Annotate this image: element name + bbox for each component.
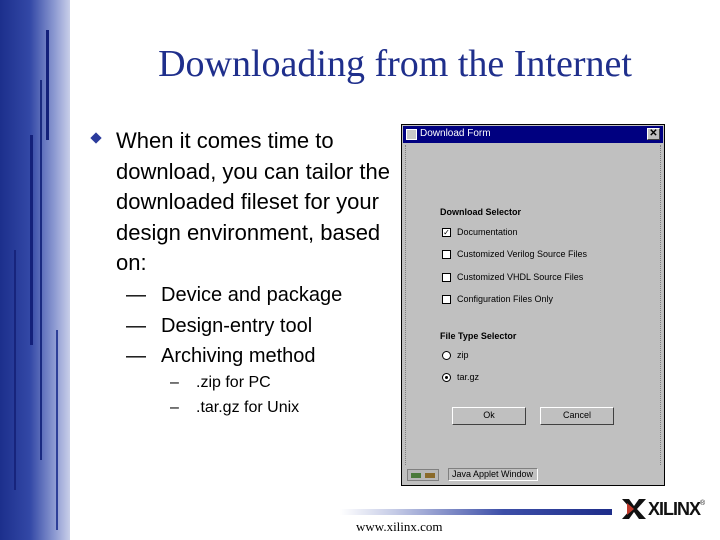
- main-bullet-text: When it comes time to download, you can tailor the downloaded fileset for your design environment, based on:: [116, 128, 390, 275]
- checkbox-label: Customized Verilog Source Files: [457, 249, 588, 259]
- download-selector-label: Download Selector: [440, 207, 522, 217]
- logo-wordmark: XILINX: [648, 499, 701, 519]
- app-icon: [406, 129, 417, 140]
- slide-title: Downloading from the Internet: [158, 43, 632, 85]
- download-form-window: [401, 124, 665, 486]
- dash-marker: —: [126, 345, 146, 367]
- checkbox-label: Customized VHDL Source Files: [457, 272, 584, 282]
- java-applet-icon: [407, 469, 439, 481]
- file-type-selector-label: File Type Selector: [440, 331, 517, 341]
- dash-marker: —: [126, 284, 146, 306]
- dash-marker: –: [170, 374, 179, 391]
- sub-item-text: Archiving method: [161, 345, 316, 367]
- checkbox-box[interactable]: [442, 295, 451, 304]
- band-line: [56, 330, 58, 530]
- ok-button[interactable]: Ok: [452, 407, 526, 425]
- sub-item-text: Design-entry tool: [161, 314, 313, 337]
- bullet-diamond-icon: [90, 132, 101, 143]
- checkbox-box[interactable]: ✓: [443, 228, 450, 237]
- band-line: [40, 80, 42, 460]
- band-line: [14, 250, 16, 490]
- radio-label: tar.gz: [457, 372, 480, 382]
- bottom-decorative-rule: [340, 509, 612, 515]
- sub-item-text: Device and package: [161, 284, 343, 306]
- subsub-item-text: .zip for PC: [196, 374, 271, 391]
- window-titlebar[interactable]: [403, 126, 663, 143]
- radio-button[interactable]: [442, 351, 451, 360]
- band-line: [30, 135, 33, 345]
- checkbox-label: Documentation: [457, 227, 518, 237]
- cancel-button[interactable]: Cancel: [540, 407, 614, 425]
- band-line: [46, 30, 49, 140]
- status-text: Java Applet Window: [448, 468, 538, 481]
- checkbox-label: Configuration Files Only: [457, 294, 554, 304]
- subsub-item-text: .tar.gz for Unix: [196, 399, 300, 416]
- radio-label: zip: [457, 350, 469, 360]
- left-decorative-band: [0, 0, 70, 540]
- footer-url: www.xilinx.com: [356, 519, 443, 534]
- window-client-area: [405, 145, 661, 465]
- window-title: Download Form: [420, 128, 491, 139]
- close-button[interactable]: ✕: [647, 128, 660, 140]
- radio-button[interactable]: [442, 373, 451, 382]
- dash-marker: –: [170, 399, 179, 416]
- checkbox-box[interactable]: [442, 250, 451, 259]
- checkbox-box[interactable]: [442, 273, 451, 282]
- xilinx-logo-icon: [622, 497, 646, 521]
- logo-registered-mark: ®: [700, 500, 706, 507]
- window-statusbar: [404, 467, 662, 483]
- dash-marker: —: [126, 314, 146, 337]
